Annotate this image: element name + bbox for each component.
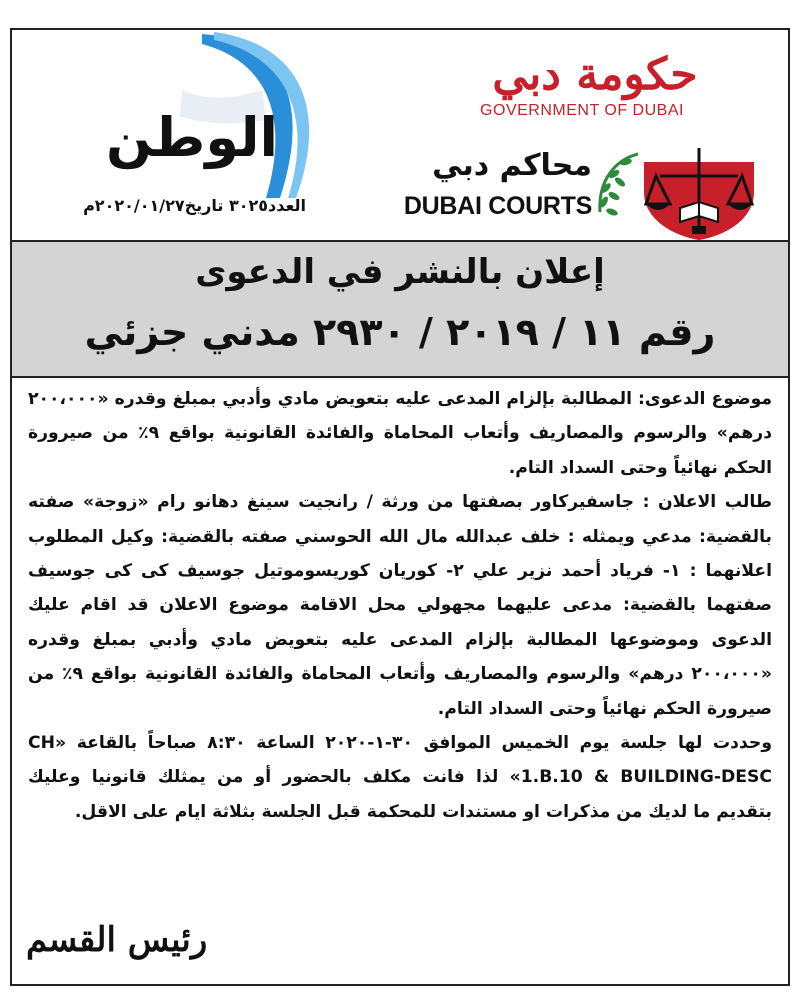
signature: رئيس القسم [26, 920, 208, 960]
header [12, 30, 788, 238]
gov-dubai-english: GOVERNMENT OF DUBAI [480, 102, 684, 119]
announcement-title: إعلان بالنشر في الدعوى [195, 252, 605, 292]
case-subject-paragraph: موضوع الدعوى: المطالبة بإلزام المدعى عليه بتعويض مادي وأدبي بمبلغ وقدره «٢٠٠،٠٠٠ درهم» والرسوم والمصاريف وأتعاب المحاماة والفائدة القانونية بواقع ٩٪ من صيرورة الحكم نهائياً وحتى السداد التام. [28, 389, 773, 478]
issue-date: العدد٣٠٢٥ تاريخ٢٠٢٠/٠١/٢٧م [83, 196, 306, 215]
dubai-courts-arabic: محاكم دبي [432, 148, 592, 183]
parties-paragraph: طالب الاعلان : جاسفيركاور بصفتها من ورثة / رانجيت سينغ دهانو رام «زوجة» صفته بالقضية: مدعي ويمثله : خلف عبدالله مال الله الحوسني صفته بالقضية: وكيل المطلوب اعلانهما : ١- فرياد أحمد نزير علي ٢- كوريان كوريسوموتيل جوسيف كى كى جوسيف صفتهما بالقضية: مدعى عليهما مجهولي محل الاقامة موضوع الاعلان قد اقام عليك الدعوى وموضوعها المطالبة بإلزام المدعى عليه بتعويض مادي وأدبي بمبلغ وقدره «٢٠٠،٠٠٠ درهم» والرسوم والمصاريف وأتعاب المحاماة والفائدة القانونية بواقع ٩٪ من صيرورة الحكم نهائياً وحتى السداد التام. [28, 492, 772, 719]
dubai-courts-emblem-icon [594, 142, 760, 242]
announcement-body [28, 382, 772, 829]
announcement-frame [10, 28, 790, 986]
case-number: رقم ١١ / ٢٠١٩ / ٢٩٣٠ مدني جزئي [84, 310, 716, 354]
gov-dubai-arabic-logo: حكومة دبي [492, 49, 698, 100]
newspaper-title: الوطن [105, 106, 279, 169]
dubai-courts-english: DUBAI COURTS [403, 192, 592, 220]
title-band [12, 240, 788, 378]
hearing-paragraph: وحددت لها جلسة يوم الخميس الموافق ٣٠-١-٢٠٢٠ الساعة ٨:٣٠ صباحاً بالقاعة «CH 1.B.10 & BUILDING-DESC» لذا فانت مكلف بالحضور أو من يمثلك قانونيا وعليك بتقديم ما لديك من مذكرات او مستندات للمحكمة قبل الجلسة بثلاثة ايام على الاقل. [28, 733, 773, 822]
